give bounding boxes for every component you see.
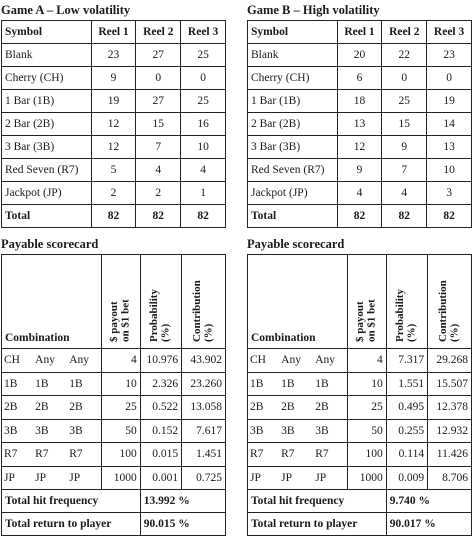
reel-1-cell: 9: [337, 159, 382, 182]
header-reel-3: Reel 3: [427, 21, 472, 44]
reel-3-cell: 25: [181, 90, 226, 113]
reel-1-cell: 5: [91, 159, 136, 182]
symbol-2-cell: JP: [33, 466, 67, 490]
symbol-3-cell: JP: [67, 466, 101, 490]
payout-cell: 25: [101, 396, 140, 420]
reel-1-cell: 13: [337, 113, 382, 136]
reel-2-cell: 9: [382, 136, 427, 159]
game-b-reel-rows: [248, 44, 472, 205]
return-to-player-label: Total return to player: [2, 513, 141, 536]
probability-cell: 0.015: [140, 443, 181, 467]
symbol-cell: Cherry (CH): [2, 67, 92, 90]
table-row: [2, 182, 226, 205]
table-row: [2, 443, 226, 467]
table-header-row: [248, 21, 472, 44]
symbol-cell: 3 Bar (3B): [248, 136, 338, 159]
return-to-player-row: [248, 513, 472, 536]
header-payout: $ payout on $1 bet: [108, 299, 132, 342]
symbol-2-cell: R7: [279, 443, 313, 467]
reel-2-cell: 15: [382, 113, 427, 136]
return-to-player-value: 90.015 %: [140, 513, 225, 536]
table-row: [2, 44, 226, 67]
game-a-payable-title: Payable scorecard: [1, 237, 99, 251]
symbol-1-cell: CH: [2, 349, 34, 373]
reel-2-cell: 7: [136, 136, 181, 159]
table-row: [248, 419, 472, 443]
symbol-3-cell: 1B: [313, 372, 347, 396]
contribution-cell: 8.706: [428, 466, 472, 490]
symbol-cell: 1 Bar (1B): [248, 90, 338, 113]
payout-cell: 4: [101, 349, 140, 373]
symbol-cell: Blank: [248, 44, 338, 67]
payout-cell: 10: [101, 372, 140, 396]
reel-1-cell: 23: [91, 44, 136, 67]
reel-3-cell: 0: [181, 67, 226, 90]
symbol-1-cell: 1B: [2, 372, 34, 396]
header-reel-1: Reel 1: [337, 21, 382, 44]
reel-3-cell: 0: [427, 67, 472, 90]
hit-frequency-row: [248, 490, 472, 513]
symbol-cell: Red Seven (R7): [248, 159, 338, 182]
payout-cell: 1000: [101, 466, 140, 490]
symbol-3-cell: Any: [67, 349, 101, 373]
probability-cell: 10.976: [140, 349, 181, 373]
reel-2-cell: 25: [382, 90, 427, 113]
hit-frequency-value: 9.740 %: [386, 490, 471, 513]
reel-2-cell: 4: [136, 159, 181, 182]
symbol-1-cell: CH: [248, 349, 280, 373]
table-row: [248, 443, 472, 467]
game-b-panel: [247, 0, 472, 536]
table-row: [248, 396, 472, 420]
reel-1-cell: 2: [91, 182, 136, 205]
table-row: [248, 113, 472, 136]
symbol-1-cell: 3B: [2, 419, 34, 443]
reel-3-cell: 23: [427, 44, 472, 67]
game-a-panel: [1, 0, 226, 536]
reel-3-cell: 10: [181, 136, 226, 159]
symbol-2-cell: 1B: [279, 372, 313, 396]
header-reel-3: Reel 3: [181, 21, 226, 44]
total-reel-1: 82: [91, 205, 136, 228]
symbol-2-cell: 1B: [33, 372, 67, 396]
header-contribution: Contribution (%): [437, 280, 461, 342]
table-row: [248, 90, 472, 113]
total-label: Total: [248, 205, 338, 228]
payout-cell: 25: [347, 396, 386, 420]
header-probability: Probability (%): [394, 289, 418, 342]
header-reel-2: Reel 2: [382, 21, 427, 44]
hit-frequency-label: Total hit frequency: [2, 490, 141, 513]
reel-3-cell: 4: [181, 159, 226, 182]
table-row: [2, 113, 226, 136]
hit-frequency-value: 13.992 %: [140, 490, 225, 513]
symbol-1-cell: 3B: [248, 419, 280, 443]
header-payout: $ payout on $1 bet: [354, 299, 378, 342]
table-row: [248, 44, 472, 67]
symbol-1-cell: 2B: [248, 396, 280, 420]
reel-3-cell: 13: [427, 136, 472, 159]
symbol-2-cell: Any: [279, 349, 313, 373]
table-row: [2, 67, 226, 90]
probability-cell: 0.009: [386, 466, 427, 490]
reel-2-cell: 0: [136, 67, 181, 90]
header-reel-2: Reel 2: [136, 21, 181, 44]
symbol-2-cell: 3B: [279, 419, 313, 443]
contribution-cell: 0.725: [182, 466, 226, 490]
contribution-cell: 43.902: [182, 349, 226, 373]
symbol-2-cell: 2B: [33, 396, 67, 420]
header-symbol: Symbol: [2, 21, 92, 44]
symbol-3-cell: R7: [67, 443, 101, 467]
symbol-3-cell: 3B: [313, 419, 347, 443]
header-contribution: Contribution (%): [191, 280, 215, 342]
symbol-3-cell: 2B: [313, 396, 347, 420]
reel-2-cell: 0: [382, 67, 427, 90]
symbol-1-cell: R7: [2, 443, 34, 467]
symbol-2-cell: R7: [33, 443, 67, 467]
game-b-pay-rows: [248, 349, 472, 490]
table-row: [2, 396, 226, 420]
symbol-cell: 1 Bar (1B): [2, 90, 92, 113]
header-combination: Combination: [2, 255, 102, 349]
symbol-cell: 2 Bar (2B): [248, 113, 338, 136]
reel-1-cell: 9: [91, 67, 136, 90]
table-row: [2, 136, 226, 159]
reel-2-cell: 2: [136, 182, 181, 205]
payable-header-row: [2, 255, 226, 349]
return-to-player-value: 90.017 %: [386, 513, 471, 536]
table-row: [248, 466, 472, 490]
symbol-3-cell: 1B: [67, 372, 101, 396]
contribution-cell: 1.451: [182, 443, 226, 467]
symbol-1-cell: JP: [2, 466, 34, 490]
probability-cell: 2.326: [140, 372, 181, 396]
symbol-2-cell: 2B: [279, 396, 313, 420]
symbol-cell: 3 Bar (3B): [2, 136, 92, 159]
game-a-payable-table: [1, 254, 226, 536]
symbol-cell: 2 Bar (2B): [2, 113, 92, 136]
probability-cell: 0.495: [386, 396, 427, 420]
contribution-cell: 7.617: [182, 419, 226, 443]
contribution-cell: 12.932: [428, 419, 472, 443]
symbol-2-cell: Any: [33, 349, 67, 373]
reel-1-cell: 4: [337, 182, 382, 205]
reel-3-cell: 1: [181, 182, 226, 205]
total-reel-1: 82: [337, 205, 382, 228]
header-symbol: Symbol: [248, 21, 338, 44]
reel-2-cell: 15: [136, 113, 181, 136]
total-label: Total: [2, 205, 92, 228]
total-reel-2: 82: [136, 205, 181, 228]
symbol-1-cell: R7: [248, 443, 280, 467]
reel-1-cell: 19: [91, 90, 136, 113]
symbol-cell: Cherry (CH): [248, 67, 338, 90]
symbol-cell: Jackpot (JP): [2, 182, 92, 205]
table-row: [2, 159, 226, 182]
table-row: [248, 159, 472, 182]
reel-3-cell: 10: [427, 159, 472, 182]
game-a-reel-rows: [2, 44, 226, 205]
symbol-3-cell: R7: [313, 443, 347, 467]
payout-cell: 50: [101, 419, 140, 443]
total-row: [248, 205, 472, 228]
reel-3-cell: 3: [427, 182, 472, 205]
probability-cell: 0.152: [140, 419, 181, 443]
game-a-reel-table: [1, 20, 226, 228]
probability-cell: 0.255: [386, 419, 427, 443]
table-row: [2, 419, 226, 443]
total-row: [2, 205, 226, 228]
reel-2-cell: 4: [382, 182, 427, 205]
reel-3-cell: 14: [427, 113, 472, 136]
game-a-title: Game A – Low volatility: [1, 3, 131, 17]
symbol-1-cell: JP: [248, 466, 280, 490]
payout-cell: 100: [347, 443, 386, 467]
reel-3-cell: 25: [181, 44, 226, 67]
payout-cell: 4: [347, 349, 386, 373]
reel-2-cell: 7: [382, 159, 427, 182]
game-b-payable-table: [247, 254, 472, 536]
contribution-cell: 15.507: [428, 372, 472, 396]
game-b-payable-title: Payable scorecard: [247, 237, 345, 251]
symbol-1-cell: 2B: [2, 396, 34, 420]
total-reel-3: 82: [181, 205, 226, 228]
table-row: [2, 349, 226, 373]
reel-1-cell: 12: [91, 113, 136, 136]
symbol-2-cell: 3B: [33, 419, 67, 443]
payout-cell: 1000: [347, 466, 386, 490]
table-row: [248, 372, 472, 396]
table-row: [248, 136, 472, 159]
table-row: [248, 182, 472, 205]
symbol-cell: Red Seven (R7): [2, 159, 92, 182]
probability-cell: 1.551: [386, 372, 427, 396]
contribution-cell: 13.058: [182, 396, 226, 420]
symbol-cell: Blank: [2, 44, 92, 67]
symbol-cell: Jackpot (JP): [248, 182, 338, 205]
table-header-row: [2, 21, 226, 44]
reel-1-cell: 12: [91, 136, 136, 159]
reel-2-cell: 22: [382, 44, 427, 67]
return-to-player-row: [2, 513, 226, 536]
contribution-cell: 23.260: [182, 372, 226, 396]
contribution-cell: 12.378: [428, 396, 472, 420]
payable-header-row: [248, 255, 472, 349]
symbol-1-cell: 1B: [248, 372, 280, 396]
hit-frequency-row: [2, 490, 226, 513]
symbol-2-cell: JP: [279, 466, 313, 490]
game-b-title: Game B – High volatility: [247, 3, 380, 17]
probability-cell: 0.522: [140, 396, 181, 420]
reel-2-cell: 27: [136, 90, 181, 113]
table-row: [2, 466, 226, 490]
header-combination: Combination: [248, 255, 348, 349]
reel-2-cell: 27: [136, 44, 181, 67]
reel-3-cell: 19: [427, 90, 472, 113]
symbol-3-cell: 3B: [67, 419, 101, 443]
probability-cell: 7.317: [386, 349, 427, 373]
total-reel-3: 82: [427, 205, 472, 228]
contribution-cell: 29.268: [428, 349, 472, 373]
table-row: [2, 372, 226, 396]
header-reel-1: Reel 1: [91, 21, 136, 44]
payout-cell: 100: [101, 443, 140, 467]
probability-cell: 0.001: [140, 466, 181, 490]
payout-cell: 10: [347, 372, 386, 396]
header-probability: Probability (%): [148, 289, 172, 342]
table-row: [248, 349, 472, 373]
reel-3-cell: 16: [181, 113, 226, 136]
game-b-reel-table: [247, 20, 472, 228]
payout-cell: 50: [347, 419, 386, 443]
table-row: [2, 90, 226, 113]
reel-1-cell: 6: [337, 67, 382, 90]
symbol-3-cell: Any: [313, 349, 347, 373]
hit-frequency-label: Total hit frequency: [248, 490, 387, 513]
table-row: [248, 67, 472, 90]
reel-1-cell: 18: [337, 90, 382, 113]
reel-1-cell: 20: [337, 44, 382, 67]
reel-1-cell: 12: [337, 136, 382, 159]
game-a-pay-rows: [2, 349, 226, 490]
probability-cell: 0.114: [386, 443, 427, 467]
symbol-3-cell: 2B: [67, 396, 101, 420]
contribution-cell: 11.426: [428, 443, 472, 467]
total-reel-2: 82: [382, 205, 427, 228]
return-to-player-label: Total return to player: [248, 513, 387, 536]
symbol-3-cell: JP: [313, 466, 347, 490]
